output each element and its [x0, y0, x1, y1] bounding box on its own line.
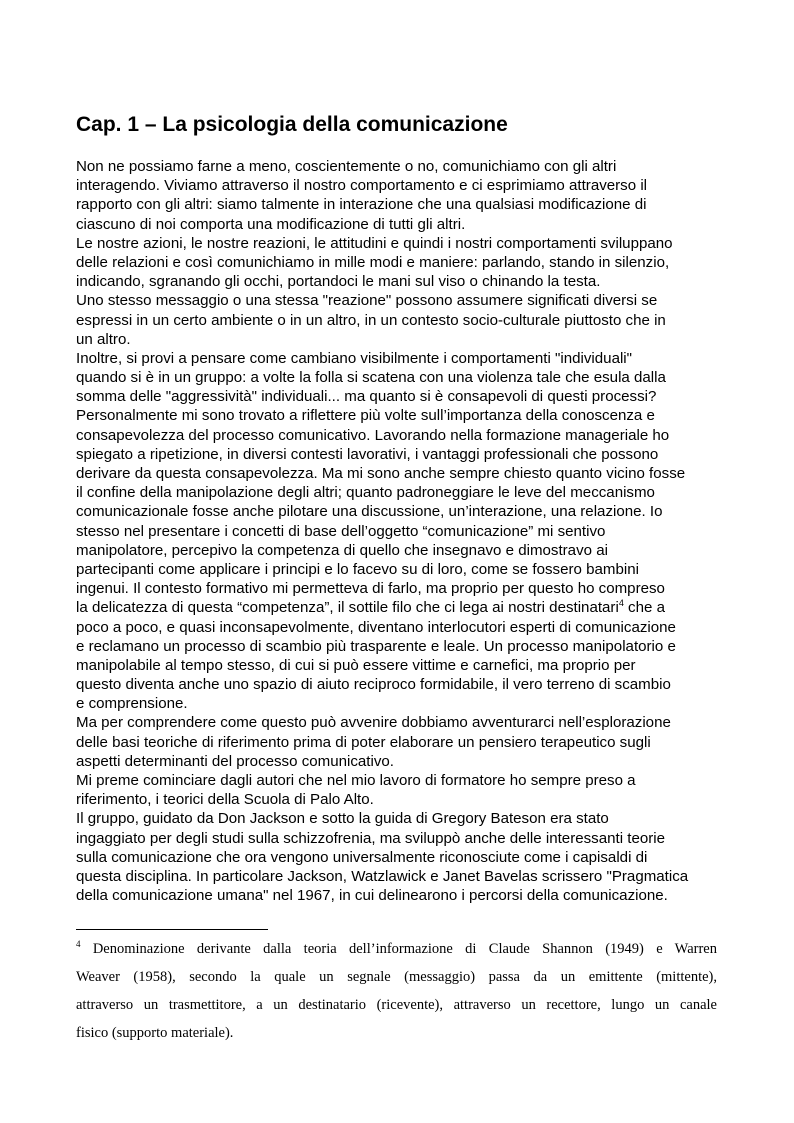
body-line: sulla comunicazione che ora vengono universalmente riconosciute come i capisaldi di: [76, 848, 648, 866]
body-line: comunicazionale fosse anche pilotare una discussione, un’interazione, una relazione. Io: [76, 503, 663, 521]
body-line: somma delle "aggressività" individuali... ma quanto si è consapevoli di questi processi?: [76, 388, 657, 406]
body-line: indicando, sgranando gli occhi, portandoci le mani sul viso o chinando la testa.: [76, 273, 601, 291]
body-line: questo diventa anche uno spazio di aiuto reciproco formidabile, il vero terreno di scambio: [76, 676, 671, 694]
footnote-line: [76, 935, 717, 963]
body-line: questa disciplina. In particolare Jackson, Watzlawick e Janet Bavelas scrissero "Pragmatica: [76, 867, 689, 885]
body-line: spiegato a ripetizione, in diversi contesti lavorativi, i vantaggi professionali che possono: [76, 445, 659, 463]
footnote: [76, 935, 717, 1047]
chapter-title: Cap. 1 – La psicologia della comunicazione: [76, 113, 508, 136]
body-line: Personalmente mi sono trovato a riflettere più volte sull’importanza della conoscenza e: [76, 407, 655, 425]
body-line: delle basi teoriche di riferimento prima di poter elaborare un pensiero terapeutico sugli: [76, 733, 651, 751]
body-line: consapevolezza del processo comunicativo. Lavorando nella formazione manageriale ho: [76, 426, 670, 444]
body-line-text: che a: [623, 599, 665, 617]
body-text: [76, 157, 726, 905]
body-line: stesso nel presentare i concetti di base dell’oggetto “comunicazione” mi sentivo: [76, 522, 606, 540]
body-line: ingenui. Il contesto formativo mi permetteva di farlo, ma proprio per questo ho compreso: [76, 580, 665, 598]
body-line: e comprensione.: [76, 695, 188, 713]
footnote-line: attraverso un trasmettitore, a un destinatario (ricevente), attraverso un recettore, lungo un canale: [76, 997, 717, 1013]
body-line: espressi in un certo ambiente o in un altro, in un contesto socio-culturale piuttosto che in: [76, 311, 666, 329]
body-line: e reclamano un processo di scambio più trasparente e leale. Un processo manipolatorio e: [76, 637, 676, 655]
body-line: interagendo. Viviamo attraverso il nostro comportamento e ci esprimiamo attraverso il: [76, 177, 648, 195]
footnote-text: Denominazione derivante dalla teoria dell’informazione di Claude Shannon (1949) e Warren: [80, 941, 717, 957]
footnote-line: fisico (supporto materiale).: [76, 1025, 234, 1041]
footnote-reference[interactable]: 4: [618, 598, 624, 609]
body-line: manipolatore, percepivo la competenza di quello che insegnavo e dimostravo ai: [76, 541, 608, 559]
body-line-text: la delicatezza di questa “competenza”, il sottile filo che ci lega ai nostri destinatari: [76, 599, 619, 617]
body-paragraph-block-1: [76, 157, 726, 598]
body-line: partecipanti come applicare i principi e lo facevo su di loro, come se fossero bambini: [76, 560, 639, 578]
body-line: il confine della manipolazione degli altri; quanto padroneggiare le leve del meccanismo: [76, 484, 655, 502]
body-line: un altro.: [76, 330, 131, 348]
body-line: della comunicazione umana" nel 1967, in cui delinearono i percorsi della comunicazione.: [76, 887, 668, 905]
body-line: Non ne possiamo farne a meno, coscientemente o no, comunichiamo con gli altri: [76, 158, 617, 175]
body-line: quando si è in un gruppo: a volte la folla si scatena con una violenza tale che esula dalla: [76, 369, 666, 387]
body-line-with-note: [76, 598, 726, 617]
body-line: derivare da questa consapevolezza. Ma mi sono anche sempre chiesto quanto vicino fosse: [76, 465, 686, 482]
body-line: Mi preme cominciare dagli autori che nel mio lavoro di formatore ho sempre preso a: [76, 772, 636, 789]
body-line: Ma per comprendere come questo può avvenire dobbiamo avventurarci nell’esplorazione: [76, 714, 671, 732]
footnote-line: Weaver (1958), secondo la quale un segnale (messaggio) passa da un emittente (mittente),: [76, 969, 717, 985]
body-line: riferimento, i teorici della Scuola di Palo Alto.: [76, 791, 374, 809]
body-line: ingaggiato per degli studi sulla schizzofrenia, ma sviluppò anche delle interessanti teorie: [76, 829, 666, 847]
body-line: manipolabile al tempo stesso, di cui si può essere vittime e carnefici, ma proprio per: [76, 656, 636, 674]
body-line: Inoltre, si provi a pensare come cambiano visibilmente i comportamenti "individuali": [76, 349, 633, 367]
footnote-separator: [76, 929, 268, 930]
body-line: poco a poco, e quasi inconsapevolmente, diventano interlocutori esperti di comunicazione: [76, 618, 676, 636]
body-line: rapporto con gli altri: siamo talmente in interazione che una qualsiasi modificazione di: [76, 196, 647, 214]
body-line: Le nostre azioni, le nostre reazioni, le attitudini e quindi i nostri comportamenti sviluppano: [76, 234, 673, 252]
body-paragraph-block-2: [76, 618, 726, 906]
body-line: Il gruppo, guidato da Don Jackson e sotto la guida di Gregory Bateson era stato: [76, 810, 609, 828]
body-line: delle relazioni e così comunichiamo in mille modi e maniere: parlando, stando in silenzio,: [76, 253, 670, 271]
footnote-mark: 4: [76, 939, 81, 949]
body-line: Uno stesso messaggio o una stessa "reazione" possono assumere significati diversi se: [76, 292, 658, 310]
body-line: ciascuno di noi comporta una modificazione di tutti gli altri.: [76, 215, 466, 233]
body-line: aspetti determinanti del processo comunicativo.: [76, 752, 394, 770]
